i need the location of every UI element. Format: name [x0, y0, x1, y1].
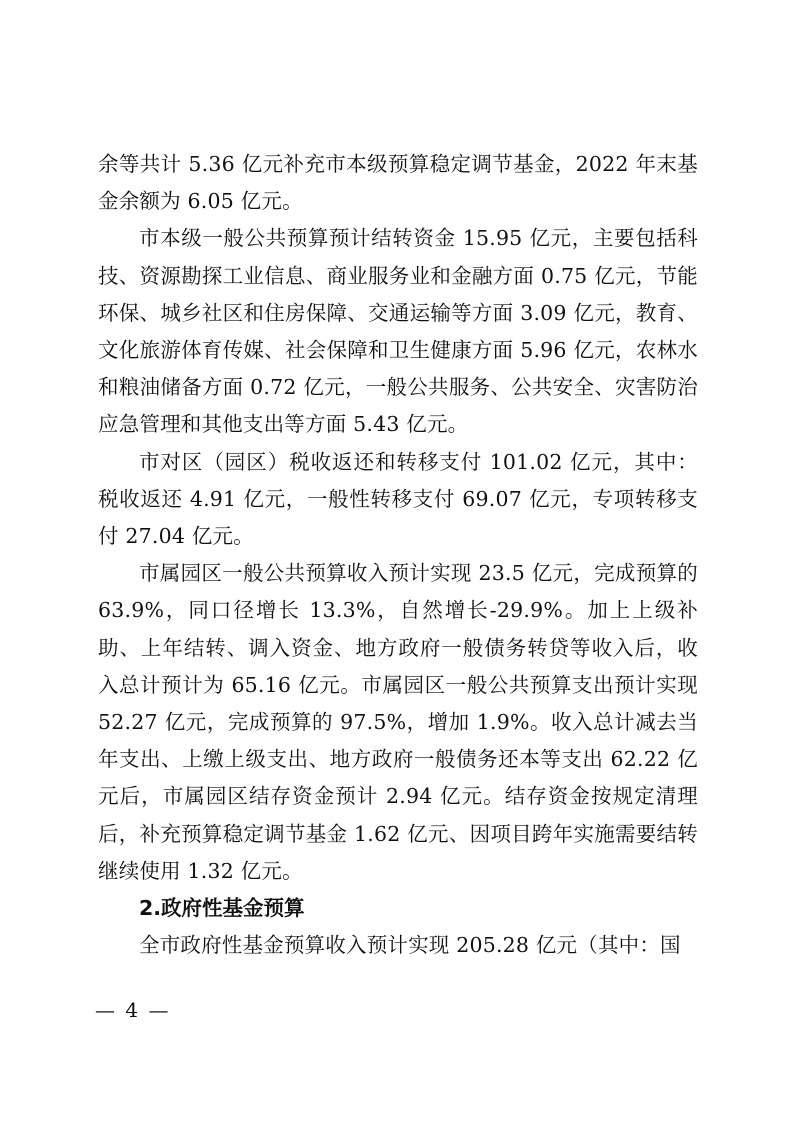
document-body [98, 146, 698, 964]
page-number: — 4 — [95, 998, 171, 1022]
paragraph-transfer-payments: 市对区（园区）税收返还和转移支付 101.02 亿元，其中：税收返还 4.91 亿元，一般性转移支付 69.07 亿元，专项转移支付 27.04 亿元。 [98, 449, 698, 549]
paragraph-park-budget: 市属园区一般公共预算收入预计实现 23.5 亿元，完成预算的 63.9%，同口径增长 13.3%，自然增长-29.9%。加上上级补助、上年结转、调入资金、地方政府一般债务转贷等收入后，收入总计预计为 65.16 亿元。市属园区一般公共预算支出预计实现 52.27 亿元，完成预算的 97.5%，增加 1.9%。收入总计减去当年支出、上缴上级支出、地方政府一般债务还本等支出 62.22 亿元后，市属园区结存资金预计 2.94 亿元。结存资金按规定清理后，补充预算稳定调节基金 1.62 亿元、因项目跨年实施需要结转继续使用 1.32 亿元。 [98, 561, 698, 883]
section-heading: 2.政府性基金预算 [139, 896, 305, 921]
paragraph-fund-balance: 余等共计 5.36 亿元补充市本级预算稳定调节基金，2022 年末基金余额为 6.05 亿元。 [98, 152, 698, 214]
paragraph-government-fund: 全市政府性基金预算收入预计实现 205.28 亿元（其中：国 [139, 933, 681, 958]
paragraph-carryover-funds: 市本级一般公共预算预计结转资金 15.95 亿元，主要包括科技、资源勘探工业信息、商业服务业和金融方面 0.75 亿元，节能环保、城乡社区和住房保障、交通运输等方面 3.09 亿元，教育、文化旅游体育传媒、社会保障和卫生健康方面 5.96 亿元，农林水和粮油储备方面 0.72 亿元，一般公共服务、公共安全、灾害防治应急管理和其他支出等方面 5.43 亿元。 [98, 226, 698, 437]
